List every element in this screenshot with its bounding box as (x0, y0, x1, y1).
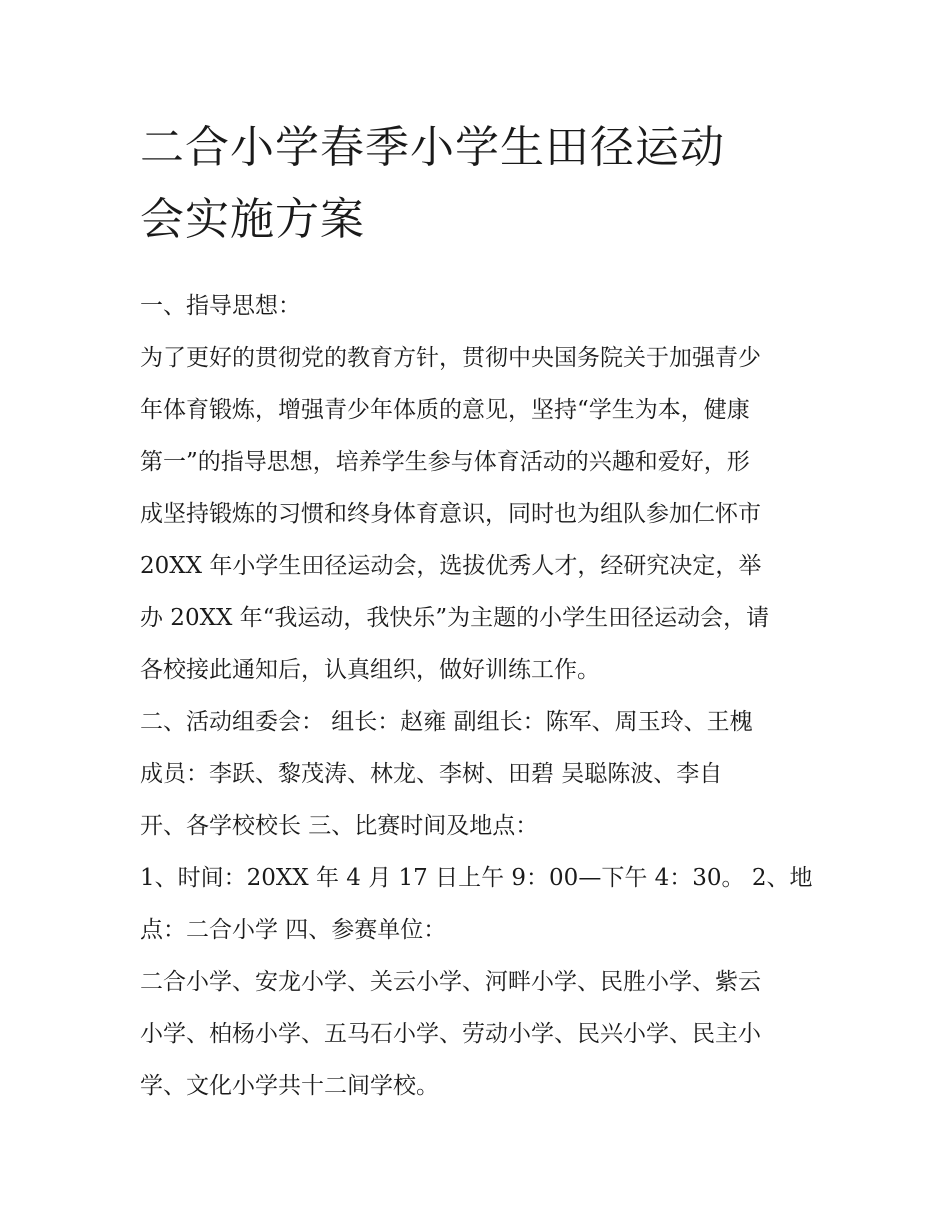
paragraph-line: 1、时间：20XX 年 4 月 17 日上午 9：00—下午 4：30。 2、地 (140, 865, 813, 891)
paragraph-line: 第一”的指导思想，培养学生参与体育活动的兴趣和爱好，形 (140, 449, 750, 475)
section-organizing-committee: 二、活动组委会： 组长：赵雍 副组长：陈军、周玉玲、王槐 (140, 709, 753, 735)
paragraph-line: 20XX 年小学生田径运动会，选拔优秀人才，经研究决定，举 (140, 553, 762, 579)
paragraph-line: 办 20XX 年“我运动，我快乐”为主题的小学生田径运动会，请 (140, 605, 770, 631)
document-body (140, 280, 820, 1112)
paragraph-line: 年体育锻炼，增强青少年体质的意见，坚持“学生为本，健康 (140, 397, 750, 423)
section-heading-guiding-ideology: 一、指导思想： (140, 293, 301, 319)
paragraph-line: 为了更好的贯彻党的教育方针，贯彻中央国务院关于加强青少 (140, 345, 761, 371)
paragraph-line: 成坚持锻炼的习惯和终身体育意识，同时也为组队参加仁怀市 (140, 501, 761, 527)
document-title (140, 112, 820, 256)
paragraph-line: 小学、柏杨小学、五马石小学、劳动小学、民兴小学、民主小 (140, 1021, 761, 1047)
paragraph-line: 各校接此通知后，认真组织，做好训练工作。 (140, 657, 600, 683)
paragraph-line: 点：二合小学 四、参赛单位： (140, 917, 447, 943)
paragraph-line: 学、文化小学共十二间学校。 (140, 1073, 439, 1099)
paragraph-line: 开、各学校校长 三、比赛时间及地点： (140, 813, 539, 839)
title-line: 会实施方案 (140, 194, 365, 245)
title-line: 二合小学春季小学生田径运动 (140, 122, 725, 173)
paragraph-line: 成员：李跃、黎茂涛、林龙、李树、田碧 吴聪陈波、李自 (140, 761, 723, 787)
paragraph-line: 二合小学、安龙小学、关云小学、河畔小学、民胜小学、紫云 (140, 969, 761, 995)
